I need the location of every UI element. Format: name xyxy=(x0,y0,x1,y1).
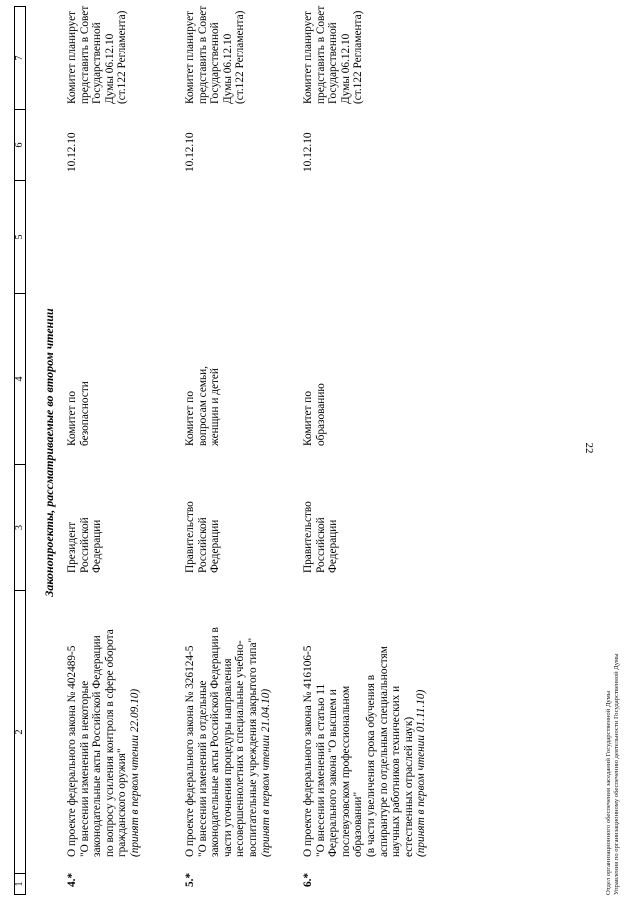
remark-line: (ст.122 Регламента) xyxy=(116,10,129,104)
bill-line: О проекте федерального закона № 416106-5 xyxy=(302,645,314,857)
remark xyxy=(184,0,247,104)
bill-line: несовершеннолетних в специальные учебно- xyxy=(234,640,247,857)
committee-line: образованию xyxy=(314,383,327,446)
responsible-committee xyxy=(302,286,327,446)
responsible-committee xyxy=(66,286,91,446)
bill-line: О проекте федерального закона № 402489-5 xyxy=(66,645,78,857)
remark-line: Думы 06.12.10 xyxy=(339,33,352,104)
committee-line: Комитет по xyxy=(302,390,314,446)
initiator-line: Федерации xyxy=(91,519,104,573)
initiator xyxy=(184,451,222,573)
committee-line: Комитет по xyxy=(184,390,196,446)
first-reading-note: (принят в первом чтении 21.04.10) xyxy=(259,688,272,857)
remark-line: Комитет планирует xyxy=(66,10,78,104)
first-reading-note: (принят в первом чтении 22.09.10) xyxy=(128,688,141,857)
bill-line: послевузовском профессиональном xyxy=(339,685,352,857)
bill-line: части уточнения процедуры направления xyxy=(221,658,234,857)
bill-line: аспирантуре по отдельным специальностям xyxy=(377,646,390,857)
initiator xyxy=(302,451,340,573)
remark-line: Государственной xyxy=(209,22,222,104)
bill-line: научных работников технических и xyxy=(390,685,403,857)
bill-line: Федерального закона "О высшем и xyxy=(327,689,340,857)
remark-line: Комитет планирует xyxy=(184,10,196,104)
bill-line: гражданского оружия" xyxy=(116,748,129,857)
section-title: Законопроекты, рассматриваемые во втором чтении xyxy=(42,308,56,597)
column-header-5: 5 xyxy=(15,181,26,294)
initiator-line: Российской xyxy=(196,517,209,573)
initiator-line: Правительство xyxy=(184,501,196,573)
row-number: 4.* xyxy=(66,872,78,887)
review-date: 10.12.10 xyxy=(302,132,314,172)
bill-line: законодательные акты Российской Федерации в xyxy=(209,627,222,857)
remark-line: Комитет планирует xyxy=(302,10,314,104)
bill-description xyxy=(184,579,272,857)
remark-line: (ст.122 Регламента) xyxy=(352,10,365,104)
column-header-6: 6 xyxy=(15,110,26,181)
row-number: 6.* xyxy=(302,872,314,887)
bill-line: О проекте федерального закона № 326124-5 xyxy=(184,645,196,857)
bill-description xyxy=(66,579,142,857)
initiator-line: Президент xyxy=(66,521,78,573)
column-header-row xyxy=(14,6,26,895)
initiator xyxy=(66,451,104,573)
initiator-line: Правительство xyxy=(302,501,314,573)
first-reading-note: (принят в первом чтении 01.11.10) xyxy=(415,689,428,857)
responsible-committee xyxy=(184,286,222,446)
remark-line: (ст.122 Регламента) xyxy=(234,10,247,104)
bill-line: "О внесении изменений в некоторые xyxy=(78,680,91,857)
bill-line: воспитательные учреждения закрытого типа" xyxy=(246,637,259,857)
remark xyxy=(66,0,129,104)
column-header-4: 4 xyxy=(15,294,26,465)
bill-line: "О внесении изменений в отдельные xyxy=(196,680,209,857)
remark-line: Думы 06.12.10 xyxy=(221,33,234,104)
remark-line: Думы 06.12.10 xyxy=(103,33,116,104)
initiator-line: Федерации xyxy=(327,519,340,573)
committee-line: Комитет по xyxy=(66,390,78,446)
bill-line: образовании" xyxy=(352,791,365,857)
committee-line: вопросам семьи, xyxy=(196,365,209,446)
remark-line: представить в Совет xyxy=(314,5,327,104)
footer-line: Отдел организационного обеспечения заседаний Государственной Думы xyxy=(605,690,612,895)
bill-description xyxy=(302,579,428,857)
column-header-3: 3 xyxy=(15,465,26,591)
bill-line: "О внесении изменений в статью 11 xyxy=(314,683,327,857)
committee-line: безопасности xyxy=(78,381,91,446)
row-number: 5.* xyxy=(184,872,196,887)
column-header-1: 1 xyxy=(15,874,26,895)
initiator-line: Российской xyxy=(78,517,91,573)
column-header-2: 2 xyxy=(15,591,26,874)
bill-line: (в части увеличения срока обучения в xyxy=(364,674,377,857)
remark-line: представить в Совет xyxy=(196,5,209,104)
bill-line: естественных отраслей наук) xyxy=(402,716,415,857)
footer xyxy=(605,653,621,895)
initiator-line: Российской xyxy=(314,517,327,573)
footer-line: Управления по организационному обеспечению деятельности Государственной Думы xyxy=(613,653,620,895)
column-header-7: 7 xyxy=(15,7,26,110)
remark-line: Государственной xyxy=(327,22,340,104)
initiator-line: Федерации xyxy=(209,519,222,573)
bill-line: по вопросу усиления контроля в сфере оборота xyxy=(103,629,116,857)
remark xyxy=(302,0,365,104)
remark-line: представить в Совет xyxy=(78,5,91,104)
committee-line: женщин и детей xyxy=(209,368,222,446)
bill-line: законодательные акты Российской Федерации xyxy=(91,635,104,857)
remark-line: Государственной xyxy=(91,22,104,104)
review-date: 10.12.10 xyxy=(184,132,196,172)
review-date: 10.12.10 xyxy=(66,132,78,172)
page-number: 22 xyxy=(583,442,595,454)
